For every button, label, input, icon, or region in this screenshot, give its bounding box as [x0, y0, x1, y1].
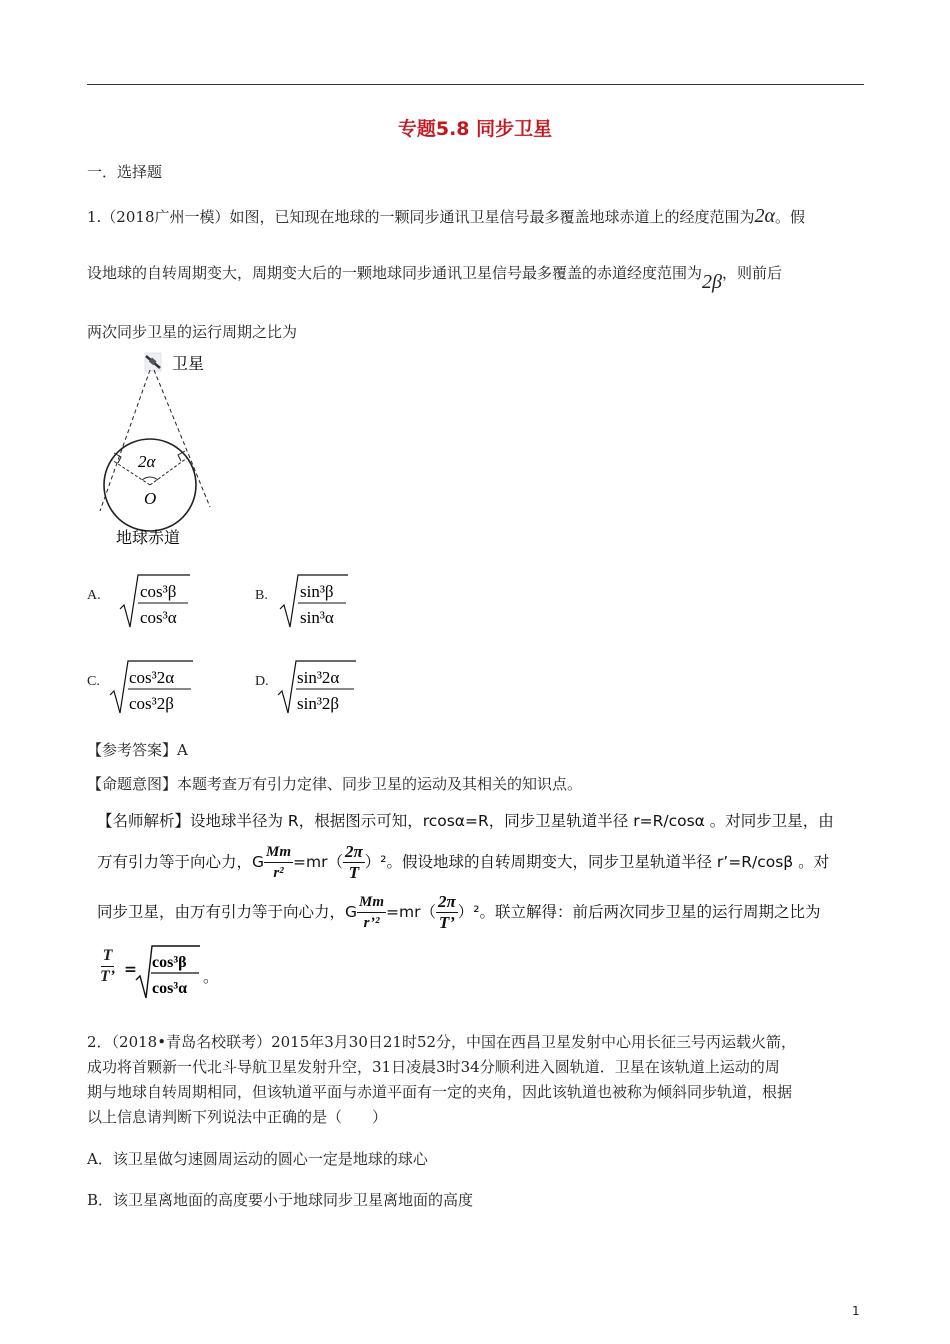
page-title: 专题5.8 同步卫星 [397, 118, 553, 140]
option-d[interactable]: D. [255, 674, 269, 689]
q1-line-3: 两次同步卫星的运行周期之比为 [87, 323, 298, 341]
q2-line-1: 2．（2018•青岛名校联考）2015年3月30日21时52分，中国在西昌卫星发射中心用长征三号丙运载火箭， [87, 1033, 797, 1051]
q2-option-b[interactable]: B．该卫星离地面的高度要小于地球同步卫星离地面的高度 [87, 1191, 474, 1209]
tangent-line-left [100, 370, 150, 511]
q2-line-4: 以上信息请判断下列说法中正确的是（ ） [87, 1108, 388, 1126]
angle-arc [142, 477, 158, 480]
option-a[interactable]: A. [87, 588, 101, 603]
diagram-caption: 地球赤道 [116, 528, 181, 547]
option-b-num: sin³β [300, 582, 334, 601]
result-den: cos³α [152, 980, 188, 997]
analysis-line-2: 万有引力等于向心力，G $\frac{Mm}{\text{r²}}$ =mr（ $\frac{2\pi}{T}$ ）²。假设地球的自转周期变大，同步卫星轨道半径 r’=R/cosβ 。对 [97, 842, 830, 882]
satellite-coverage-diagram [90, 345, 230, 555]
satellite-label: 卫星 [172, 354, 205, 373]
option-d-num: sin³2α [297, 668, 340, 687]
right-angle-right [178, 451, 185, 461]
analysis-line-1: 【名师解析】设地球半径为 R，根据图示可知，rcosα=R，同步卫星轨道半径 r=R/cosα 。对同步卫星，由 [97, 812, 834, 830]
page-number: 1 [852, 1304, 860, 1318]
math-2alpha: 2α [754, 205, 775, 227]
option-c-formula [108, 659, 198, 715]
q1-line-1: 1.（2018广州一模）如图，已知现在地球的一颗同步通讯卫星信号最多覆盖地球赤道上的经度范围为2α。假 [87, 205, 806, 227]
option-b[interactable]: B. [255, 588, 268, 603]
option-c-den: cos³2β [129, 694, 174, 713]
tangent-line-right [154, 370, 210, 507]
center-label: O [144, 489, 157, 508]
result-num: cos³β [152, 954, 187, 971]
analysis-line-3: 同步卫星，由万有引力等于向心力，G $\frac{Mm}{\text{r’²}}$ =mr（ $\frac{2\pi}{T’}$ ）²。联立解得：前后两次同步卫星的运行周期之比为 [97, 892, 821, 932]
analysis-result-formula [134, 944, 204, 1000]
option-c[interactable]: C. [87, 674, 100, 689]
reference-answer: 【参考答案】A [87, 741, 188, 759]
question-intent: 【命题意图】本题考查万有引力定律、同步卫星的运动及其相关的知识点。 [87, 775, 583, 793]
option-b-formula [278, 573, 353, 629]
header-rule [87, 84, 864, 85]
option-d-den: sin³2β [297, 694, 340, 713]
option-d-formula [276, 659, 361, 715]
q2-option-a[interactable]: A．该卫星做匀速圆周运动的圆心一定是地球的球心 [87, 1150, 428, 1168]
section-heading: 一．选择题 [87, 163, 163, 181]
result-end: 。 [203, 968, 219, 986]
radius-right [150, 458, 187, 485]
satellite-icon [145, 353, 161, 371]
option-b-den: sin³α [300, 608, 334, 627]
q2-line-2: 成功将首颗新一代北斗导航卫星发射升空，31日凌晨3时34分顺利进入圆轨道．卫星在该轨道上运动的周 [87, 1058, 780, 1076]
analysis-result-lhs: $\frac{T}{T’}$ [100, 947, 116, 985]
option-a-den: cos³α [140, 608, 177, 627]
option-a-num: cos³β [140, 582, 177, 601]
angle-label: 2α [138, 452, 156, 471]
equals-sign: = [124, 960, 137, 978]
math-2beta: 2β [702, 271, 722, 293]
option-c-num: cos³2α [129, 668, 175, 687]
option-a-formula [118, 573, 193, 629]
q2-line-3: 期与地球自转周期相同，但该轨道平面与赤道平面有一定的夹角，因此该轨道也被称为倾斜同步轨道，根据 [87, 1083, 793, 1101]
q1-line-2: 设地球的自转周期变大，周期变大后的一颗地球同步通讯卫星信号最多覆盖的赤道经度范围为2β，则前后 [87, 264, 782, 293]
